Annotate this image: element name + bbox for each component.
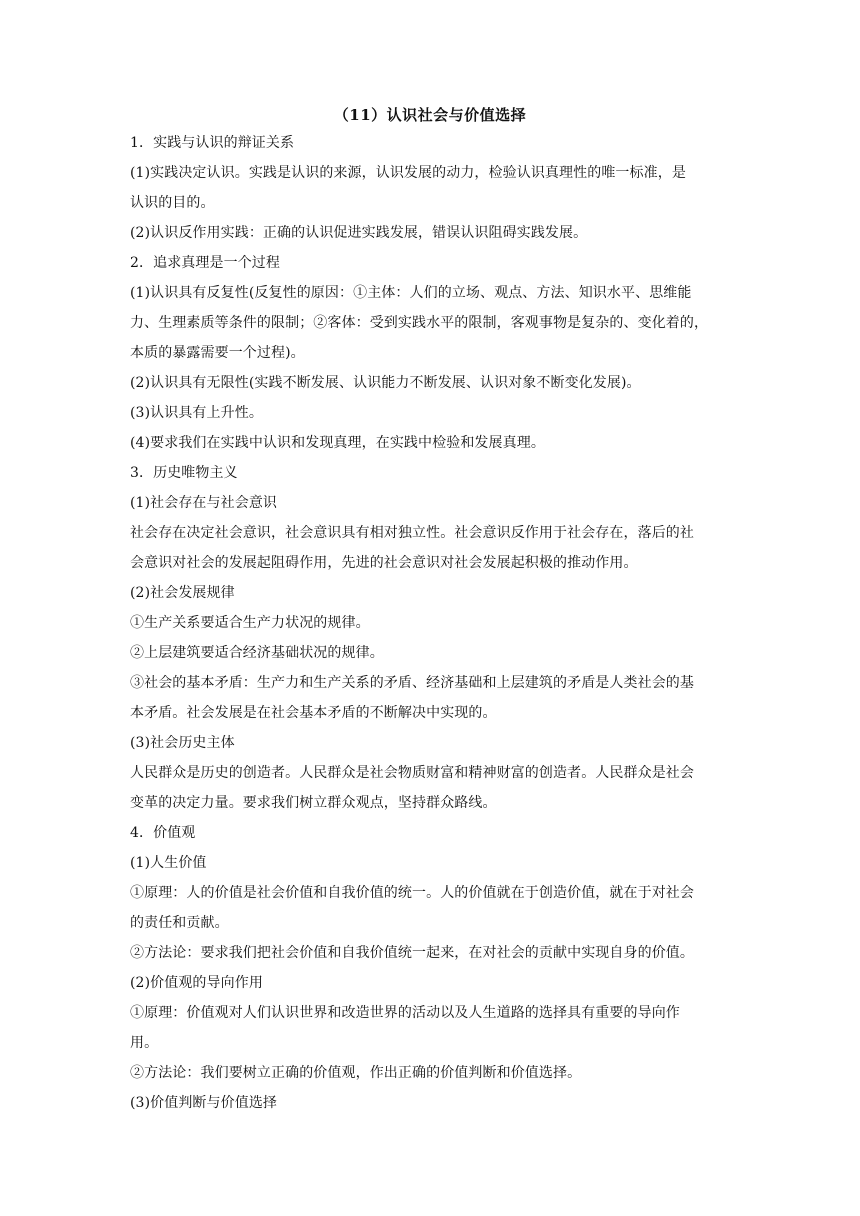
- text-line: (3)认识具有上升性。: [130, 405, 263, 421]
- text-line: 人民群众是历史的创造者。人民群众是社会物质财富和精神财富的创造者。人民群众是社会: [130, 765, 694, 781]
- document-page: [130, 102, 730, 1118]
- document-title: （11）认识社会与价值选择: [333, 106, 527, 124]
- text-line: ②方法论：我们要树立正确的价值观，作出正确的价值判断和价值选择。: [130, 1065, 582, 1081]
- text-line: (3)社会历史主体: [130, 735, 235, 751]
- text-line: 1．实践与认识的辩证关系: [130, 135, 295, 151]
- text-line: 会意识对社会的发展起阻碍作用，先进的社会意识对社会发展起积极的推动作用。: [130, 555, 638, 571]
- text-line: 本质的暴露需要一个过程)。: [130, 345, 305, 361]
- text-line: (1)社会存在与社会意识: [130, 495, 278, 511]
- text-line: ①原理：价值观对人们认识世界和改造世界的活动以及人生道路的选择具有重要的导向作: [130, 1005, 680, 1021]
- text-line: 3．历史唯物主义: [130, 465, 238, 481]
- text-line: (2)社会发展规律: [130, 585, 235, 601]
- text-line: 变革的决定力量。要求我们树立群众观点，坚持群众路线。: [130, 795, 497, 811]
- text-line: (1)认识具有反复性(反复性的原因：①主体：人们的立场、观点、方法、知识水平、思维能: [130, 285, 692, 301]
- text-line: (1)人生价值: [130, 855, 207, 871]
- text-line: ②上层建筑要适合经济基础状况的规律。: [130, 645, 384, 661]
- text-line: 认识的目的。: [130, 195, 215, 211]
- text-line: 社会存在决定社会意识，社会意识具有相对独立性。社会意识反作用于社会存在，落后的社: [130, 525, 694, 541]
- text-line: 的责任和贡献。: [130, 915, 229, 931]
- text-line: ③社会的基本矛盾：生产力和生产关系的矛盾、经济基础和上层建筑的矛盾是人类社会的基: [130, 675, 694, 691]
- text-line: 2．追求真理是一个过程: [130, 255, 281, 271]
- text-line: ①生产关系要适合生产力状况的规律。: [130, 615, 370, 631]
- text-line: ①原理：人的价值是社会价值和自我价值的统一。人的价值就在于创造价值，就在于对社会: [130, 885, 694, 901]
- document-body: [130, 128, 730, 1118]
- text-line: (2)认识反作用实践：正确的认识促进实践发展，错误认识阻碍实践发展。: [130, 225, 588, 241]
- text-line: (2)价值观的导向作用: [130, 975, 263, 991]
- text-line: (1)实践决定认识。实践是认识的来源，认识发展的动力，检验认识真理性的唯一标准，是: [130, 165, 686, 181]
- text-line: 力、生理素质等条件的限制；②客体：受到实践水平的限制，客观事物是复杂的、变化着的，: [130, 315, 709, 331]
- text-line: (3)价值判断与价值选择: [130, 1095, 278, 1111]
- text-line: 用。: [130, 1035, 159, 1051]
- text-line: ②方法论：要求我们把社会价值和自我价值统一起来，在对社会的贡献中实现自身的价值。: [130, 945, 694, 961]
- text-line: (4)要求我们在实践中认识和发现真理，在实践中检验和发展真理。: [130, 435, 545, 451]
- text-line: 4．价值观: [130, 825, 196, 841]
- text-line: (2)认识具有无限性(实践不断发展、认识能力不断发展、认识对象不断变化发展)。: [130, 375, 641, 391]
- text-line: 本矛盾。社会发展是在社会基本矛盾的不断解决中实现的。: [130, 705, 497, 721]
